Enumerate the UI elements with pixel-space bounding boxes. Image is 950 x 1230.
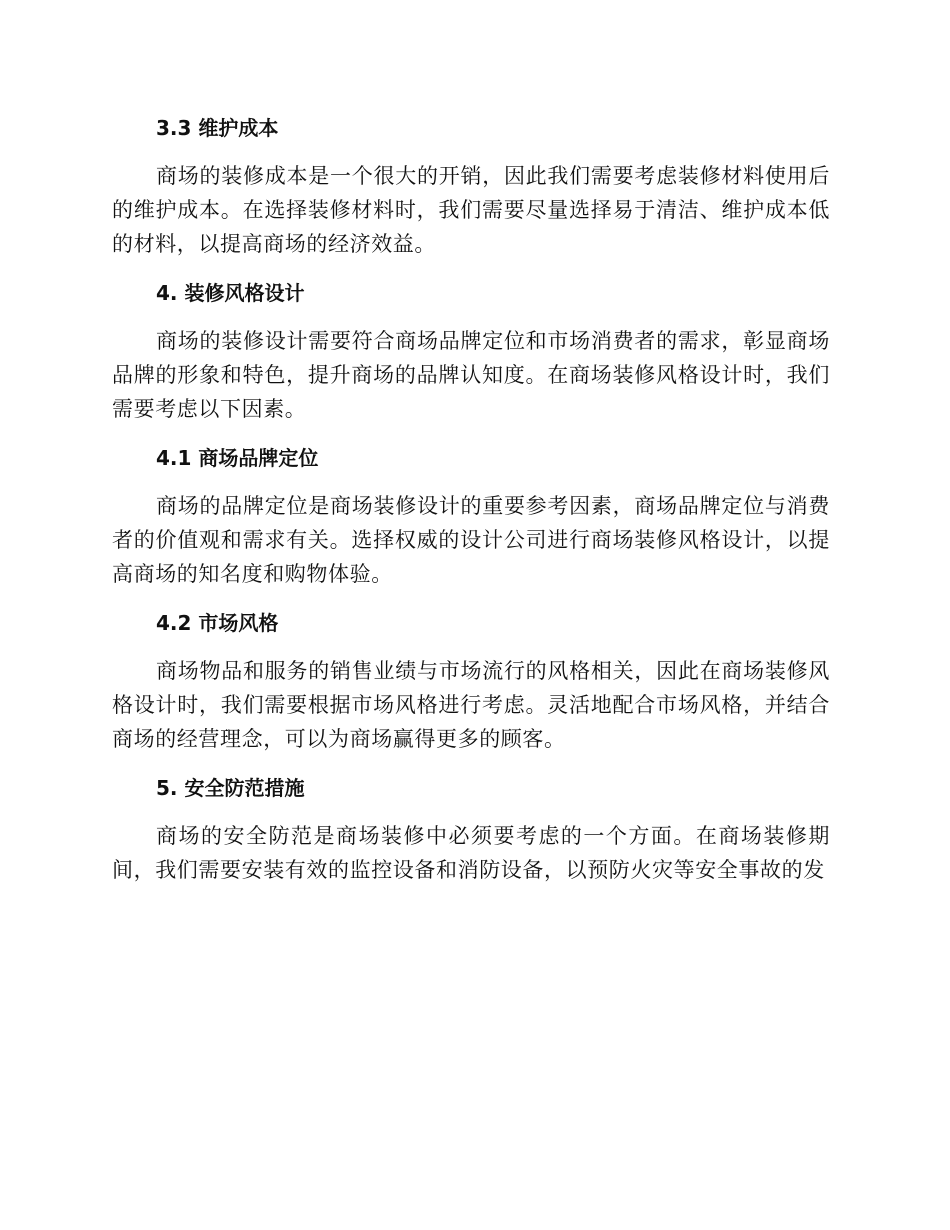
section-paragraph-4-1: 商场的品牌定位是商场装修设计的重要参考因素，商场品牌定位与消费者的价值观和需求有关。选择权威的设计公司进行商场装修风格设计，以提高商场的知名度和购物体验。 (112, 494, 830, 586)
section-paragraph-3-3: 商场的装修成本是一个很大的开销，因此我们需要考虑装修材料使用后的维护成本。在选择装修材料时，我们需要尽量选择易于清洁、维护成本低的材料，以提高商场的经济效益。 (112, 164, 830, 256)
section-paragraph-4-2: 商场物品和服务的销售业绩与市场流行的风格相关，因此在商场装修风格设计时，我们需要根据市场风格进行考虑。灵活地配合市场风格，并结合商场的经营理念，可以为商场赢得更多的顾客。 (112, 659, 830, 751)
section-heading-4: 4. 装修风格设计 (156, 281, 305, 305)
section-paragraph-5: 商场的安全防范是商场装修中必须要考虑的一个方面。在商场装修期间，我们需要安装有效的监控设备和消防设备，以预防火灾等安全事故的发 (112, 824, 830, 882)
section-paragraph-4: 商场的装修设计需要符合商场品牌定位和市场消费者的需求，彰显商场品牌的形象和特色，提升商场的品牌认知度。在商场装修风格设计时，我们需要考虑以下因素。 (112, 329, 830, 421)
section-heading-4-2: 4.2 市场风格 (156, 611, 279, 635)
section-heading-4-1: 4.1 商场品牌定位 (156, 446, 319, 470)
document-page (112, 108, 830, 887)
section-heading-5: 5. 安全防范措施 (156, 776, 305, 800)
section-heading-3-3: 3.3 维护成本 (156, 116, 279, 140)
